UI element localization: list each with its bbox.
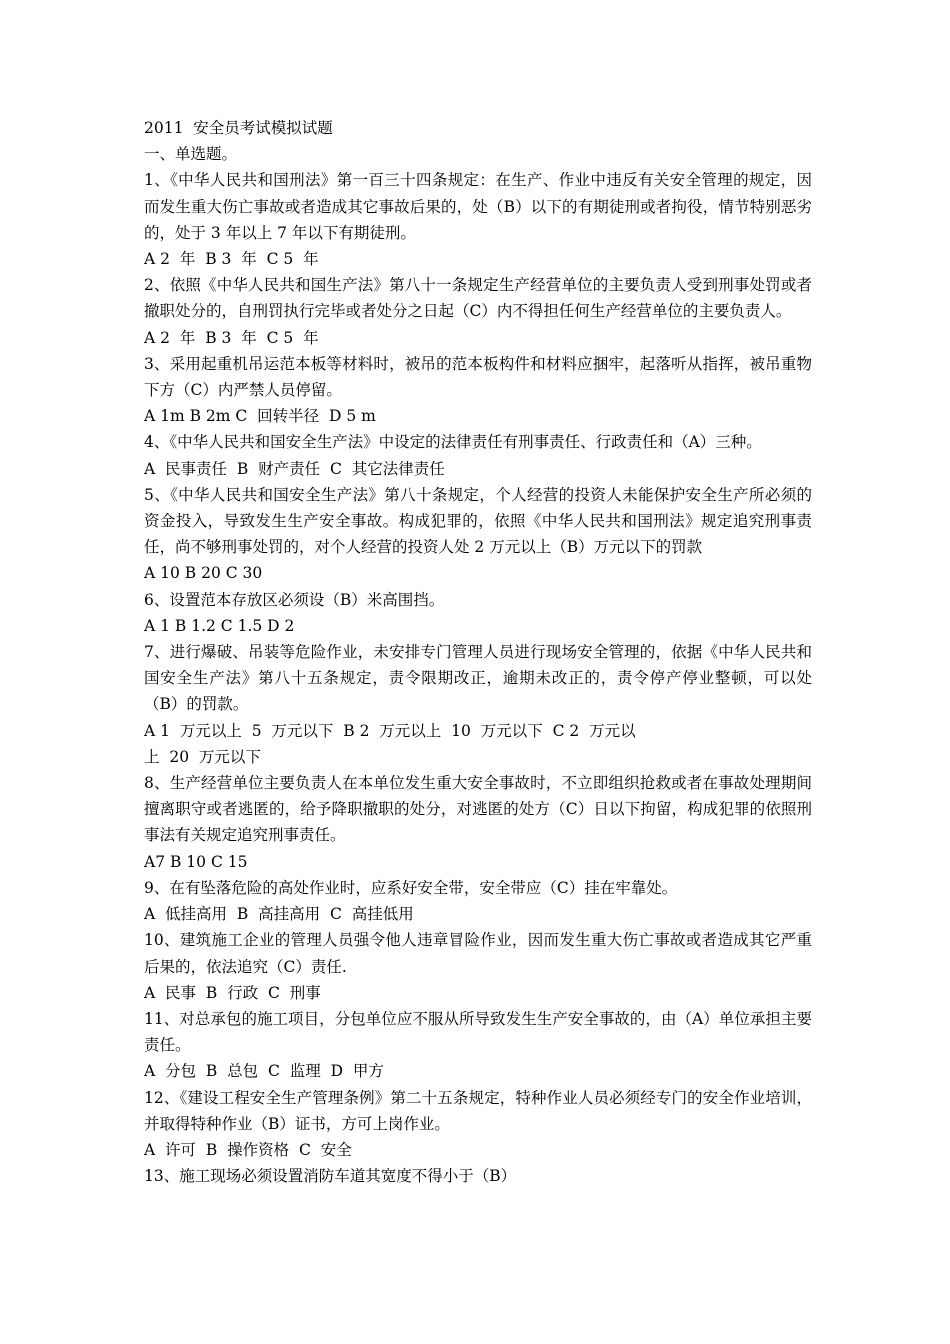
question-2	[144, 272, 812, 351]
question-text: 7、进行爆破、吊装等危险作业，未安排专门管理人员进行现场安全管理的，依据《中华人民共和国安全生产法》第八十五条规定，责令限期改正，逾期未改正的，责令停产停业整顿，可以处（B）的罚款。	[144, 643, 812, 714]
question-10	[144, 927, 812, 1006]
question-options: A 1 万元以上 5 万元以下 B 2 万元以上 10 万元以下 C 2 万元以	[144, 721, 636, 740]
question-text: 4、《中华人民共和国安全生产法》中设定的法律责任有刑事责任、行政责任和（A）三种。	[144, 433, 762, 452]
question-text: 9、在有坠落危险的高处作业时，应系好安全带，安全带应（C）挂在牢靠处。	[144, 878, 678, 897]
question-12	[144, 1085, 812, 1164]
question-options: A 2 年 B 3 年 C 5 年	[144, 328, 319, 347]
question-text: 1、《中华人民共和国刑法》第一百三十四条规定：在生产、作业中违反有关安全管理的规定，因而发生重大伤亡事故或者造成其它事故后果的，处（B）以下的有期徒刑或者拘役，情节特别恶劣的，处于 3 年以上 7 年以下有期徒刑。	[144, 171, 812, 242]
question-8	[144, 770, 812, 875]
question-11	[144, 1006, 812, 1085]
document-title: 2011 安全员考试模拟试题	[144, 119, 333, 137]
question-text: 5、《中华人民共和国安全生产法》第八十条规定，个人经营的投资人未能保护安全生产所必须的资金投入，导致发生生产安全事故。构成犯罪的，依照《中华人民共和国刑法》规定追究刑事责任，尚不够刑事处罚的，对个人经营的投资人处 2 万元以上（B）万元以下的罚款	[144, 485, 812, 557]
question-text: 6、设置范本存放区必须设（B）米高围挡。	[144, 590, 445, 609]
question-13	[144, 1163, 812, 1189]
question-text: 8、生产经营单位主要负责人在本单位发生重大安全事故时，不立即组织抢救或者在事故处理期间擅离职守或者逃匿的，给予降职撤职的处分，对逃匿的处方（C）日以下拘留，构成犯罪的依照刑事法有关规定追究刑事责任。	[144, 774, 812, 845]
question-options: A 民事 B 行政 C 刑事	[144, 983, 321, 1002]
question-options: A 民事责任 B 财产责任 C 其它法律责任	[144, 459, 445, 478]
question-5	[144, 482, 812, 587]
question-text: 12、《建设工程安全生产管理条例》第二十五条规定，特种作业人员必须经专门的安全作业培训，并取得特种作业（B）证书，方可上岗作业。	[144, 1088, 812, 1133]
question-options: A 1 B 1.2 C 1.5 D 2	[144, 616, 295, 635]
section-heading: 一、单选题。	[144, 145, 238, 164]
question-options: A 1m B 2m C 回转半径 D 5 m	[144, 407, 376, 426]
question-options-continued: 上 20 万元以下	[144, 747, 261, 766]
question-options: A 许可 B 操作资格 C 安全	[144, 1140, 352, 1159]
question-4	[144, 429, 812, 481]
question-text: 13、施工现场必须设置消防车道其宽度不得小于（B）	[144, 1167, 517, 1186]
question-options: A7 B 10 C 15	[144, 852, 248, 871]
question-options: A 10 B 20 C 30	[144, 564, 263, 583]
question-text: 3、采用起重机吊运范本板等材料时，被吊的范本板构件和材料应捆牢，起落听从指挥，被吊重物下方（C）内严禁人员停留。	[144, 354, 812, 400]
question-text: 2、依照《中华人民共和国生产法》第八十一条规定生产经营单位的主要负责人受到刑事处罚或者撤职处分的，自刑罚执行完毕或者处分之日起（C）内不得担任何生产经营单位的主要负责人。	[144, 276, 812, 321]
question-6	[144, 587, 812, 639]
question-options: A 2 年 B 3 年 C 5 年	[144, 250, 319, 269]
question-1	[144, 167, 812, 272]
question-options: A 低挂高用 B 高挂高用 C 高挂低用	[144, 905, 414, 924]
question-text: 10、建筑施工企业的管理人员强令他人违章冒险作业，因而发生重大伤亡事故或者造成其它严重后果的，依法追究（C）责任.	[144, 931, 812, 976]
question-9	[144, 875, 812, 927]
document-page	[144, 115, 812, 1189]
question-7	[144, 639, 812, 770]
question-text: 11、对总承包的施工项目，分包单位应不服从所导致发生生产安全事故的，由（A）单位承担主要责任。	[144, 1009, 812, 1055]
question-3	[144, 351, 812, 430]
question-options: A 分包 B 总包 C 监理 D 甲方	[144, 1062, 384, 1081]
